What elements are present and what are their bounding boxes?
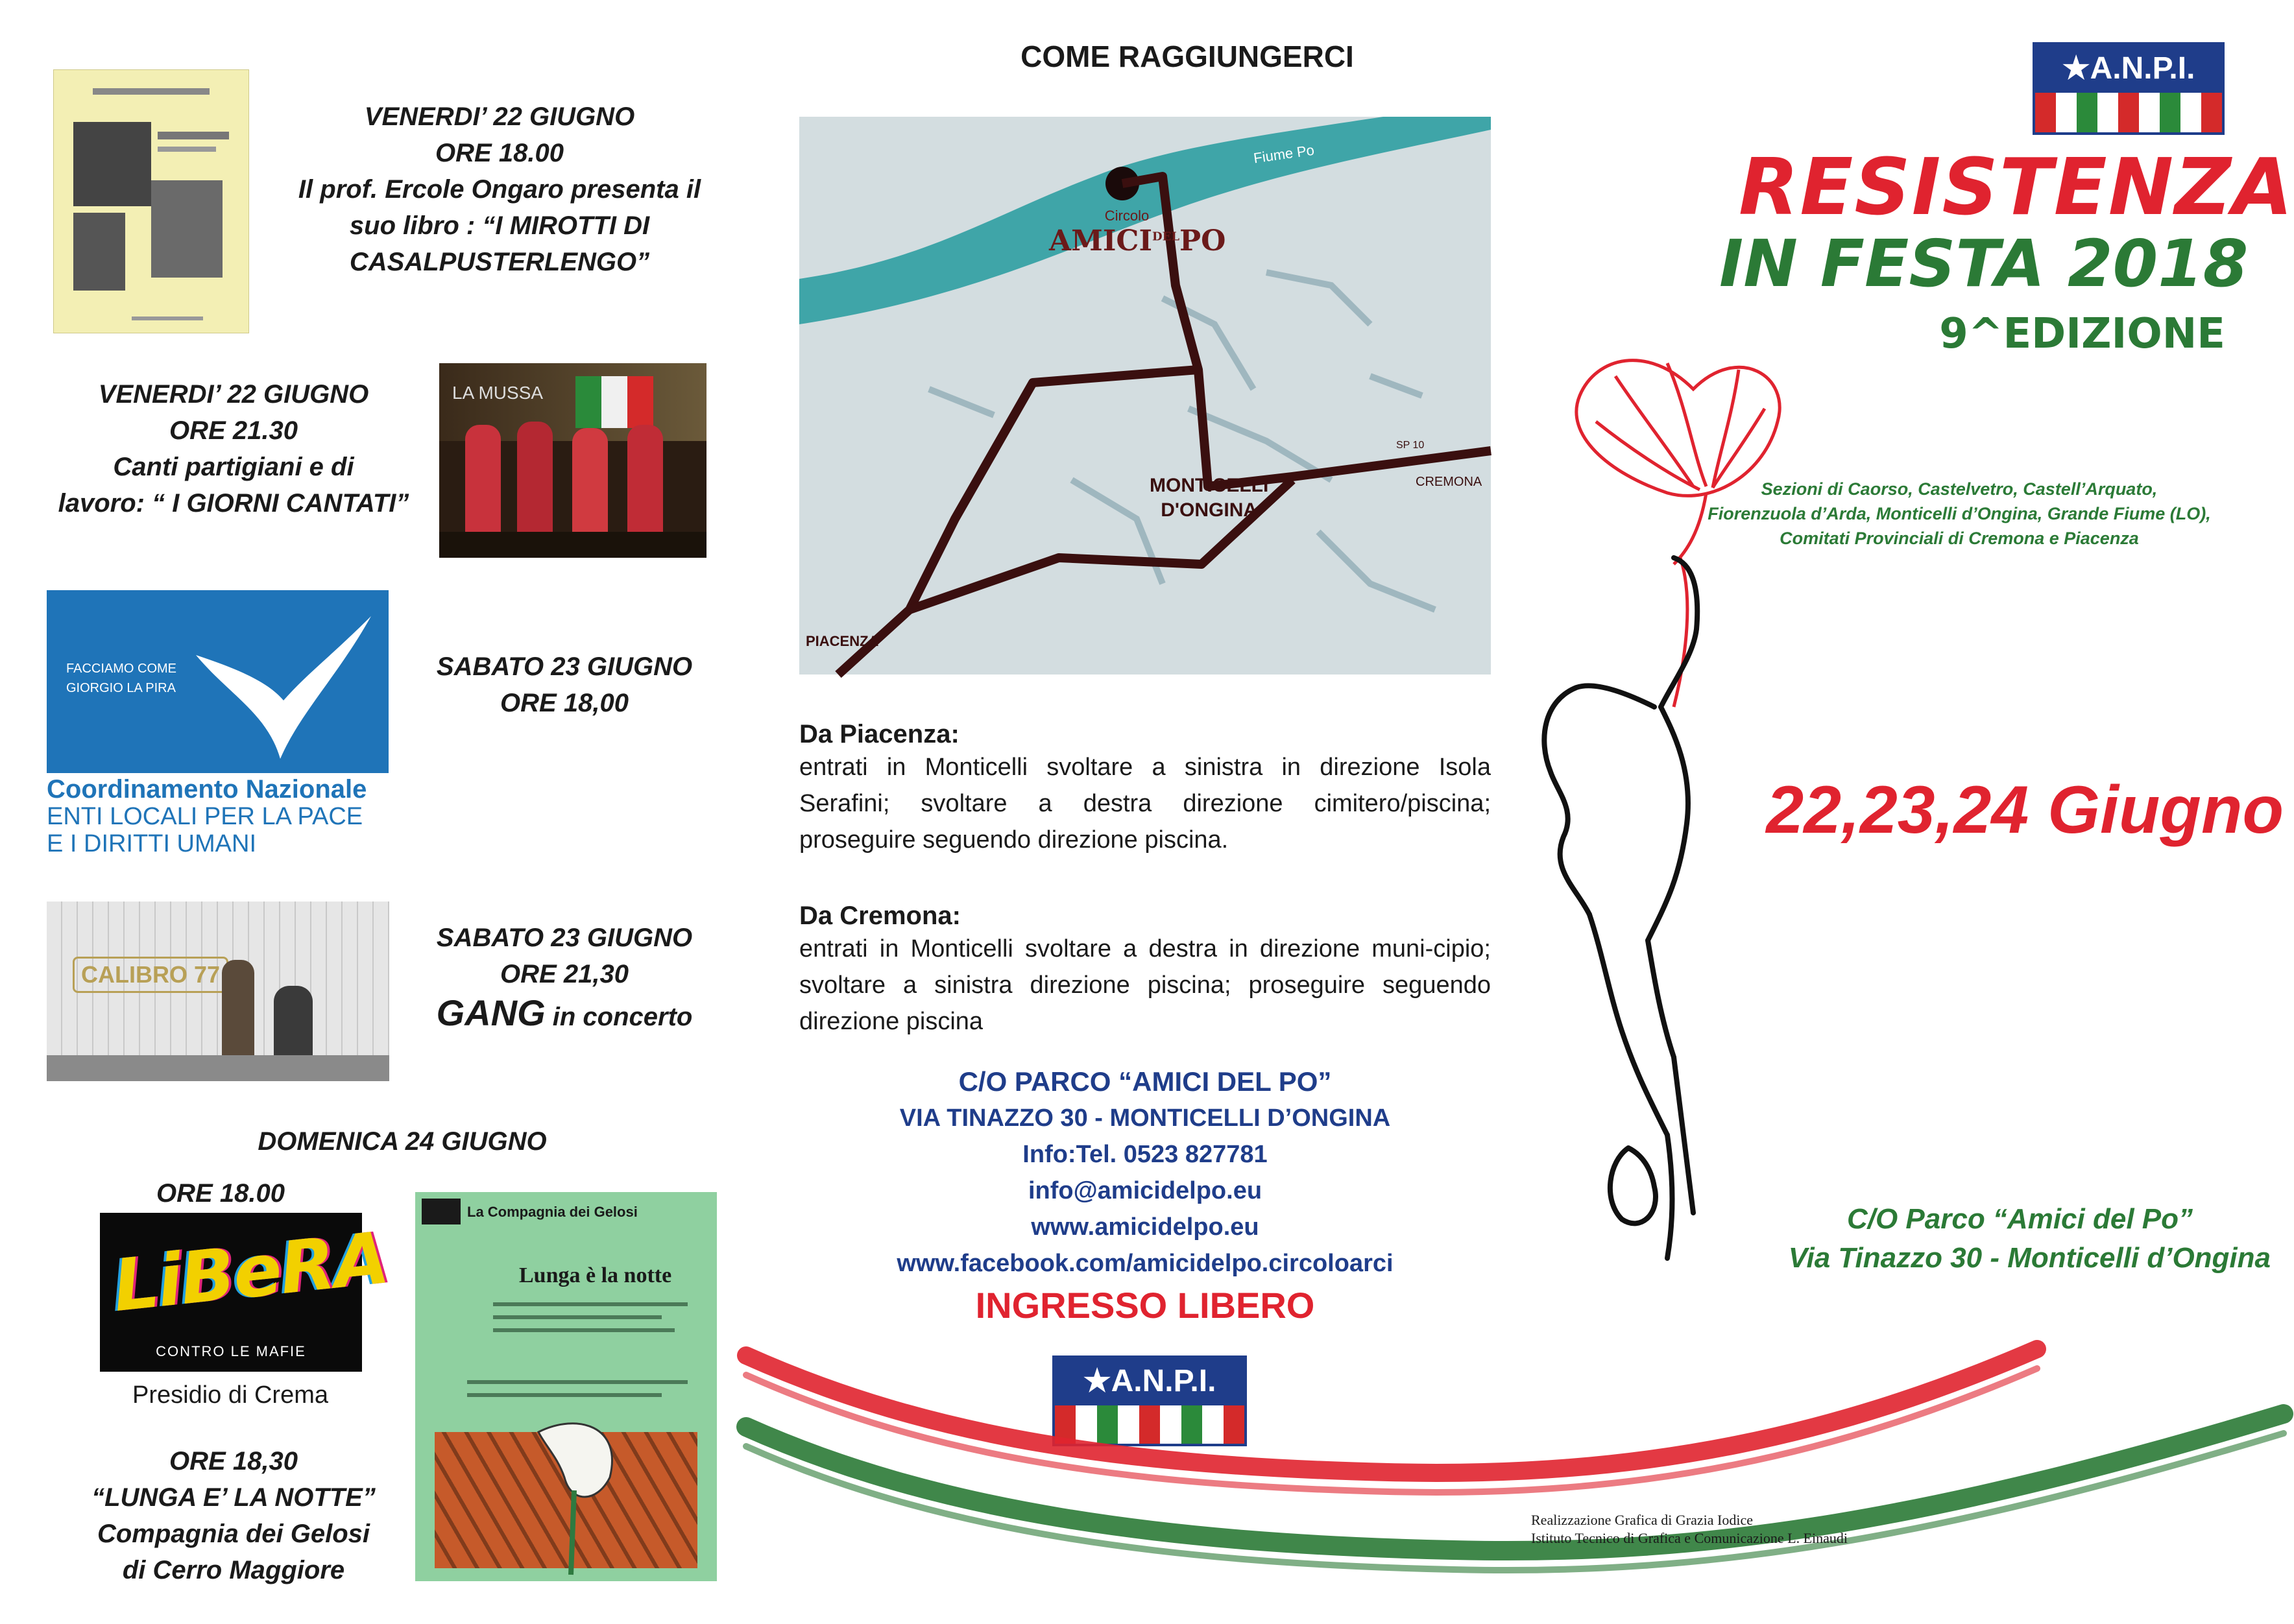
contact-venue: C/O PARCO “AMICI DEL PO” (958, 1066, 1332, 1097)
contact-facebook[interactable]: www.facebook.com/amicidelpo.circoloarci (897, 1250, 1394, 1277)
map-label-cremona: CREMONA (1416, 475, 1482, 489)
map-roads (799, 117, 1491, 675)
festival-edition: 9^EDIZIONE (1939, 310, 2225, 358)
singers-photo-sign: LA MUSSA (452, 383, 544, 403)
contact-block (799, 1064, 1491, 1282)
event4-concert: in concerto (545, 1003, 693, 1031)
event5-day: DOMENICA 24 GIUGNO (258, 1127, 547, 1156)
directions-heading: COME RAGGIUNGERCI (1020, 40, 1354, 73)
event1-desc-line3: CASALPUSTERLENGO” (349, 248, 650, 276)
event3-text (415, 649, 714, 721)
event1-day: VENERDI’ 22 GIUGNO (364, 102, 635, 131)
location-map[interactable] (799, 117, 1491, 675)
map-label-town2: D'ONGINA (1161, 499, 1258, 521)
contact-address: VIA TINAZZO 30 - MONTICELLI D’ONGINA (899, 1105, 1391, 1132)
festival-title-line1: RESISTENZA (1739, 143, 2294, 233)
map-label-circolo-text: Circolo (1104, 208, 1150, 224)
anpi-logo-top-flag (2035, 93, 2222, 132)
coordinamento-logo-sub1: FACCIAMO COME (66, 662, 177, 676)
book-cover-image (53, 69, 249, 333)
map-label-town (1150, 473, 1268, 523)
coordinamento-logo-line3: E I DIRITTI UMANI (47, 830, 256, 857)
event1-desc-line1: Il prof. Ercole Ongaro presenta il (298, 175, 701, 204)
event4-gang: GANG (436, 992, 546, 1033)
cremona-text: entrati in Monticelli svoltare a destra in direzione muni-cipio; svoltare a sinistra direzione piscina; proseguire seguendo direzione piscina (799, 935, 1491, 1035)
map-label-sp10: SP 10 (1396, 440, 1425, 451)
map-label-town1: MONTICELLI (1150, 475, 1269, 496)
event2-desc-line2: lavoro: “ I GIORNI CANTATI” (58, 489, 409, 518)
event5-title: “LUNGA E’ LA NOTTE” (91, 1483, 376, 1512)
event3-time: ORE 18,00 (500, 689, 629, 717)
credits (1531, 1511, 1985, 1547)
dove-icon (176, 603, 384, 772)
directions-piacenza (799, 720, 1491, 858)
event2-text (26, 376, 441, 521)
gang-photo (47, 902, 389, 1081)
poster-company: La Compagnia dei Gelosi (467, 1204, 638, 1220)
libera-logo-sub: CONTRO LE MAFIE (156, 1343, 306, 1359)
tricolor-swoosh (740, 1271, 2291, 1595)
map-label-river: Fiume Po (1252, 141, 1316, 167)
event1-time: ORE 18.00 (435, 139, 564, 167)
event4-day: SABATO 23 GIUGNO (436, 924, 693, 952)
festival-title-line2: IN FESTA 2018 (1719, 226, 2249, 302)
contact-website[interactable]: www.amicidelpo.eu (1031, 1213, 1259, 1241)
coordinamento-logo-sub2: GIORGIO LA PIRA (66, 681, 176, 695)
piacenza-title: Da Piacenza: (799, 720, 960, 748)
map-label-amici: AMICI (1049, 224, 1153, 257)
event2-desc-line1: Canti partigiani e di (113, 453, 354, 481)
map-label-amici-del-po (1049, 224, 1226, 257)
map-label-circolo (1049, 208, 1226, 257)
gang-photo-sign: CALIBRO 77 (73, 957, 228, 993)
venue-line1: C/O Parco “Amici del Po” (1846, 1203, 2193, 1235)
map-label-del: DEL (1152, 230, 1180, 244)
event4-time: ORE 21,30 (500, 960, 629, 988)
coordinamento-logo-line2: ENTI LOCALI PER LA PACE (47, 803, 363, 830)
credits-line2: Istituto Tecnico di Grafica e Comunicazione L. Einaudi (1531, 1530, 1848, 1546)
event2-time: ORE 21.30 (169, 416, 298, 445)
calla-lily-icon (513, 1406, 629, 1575)
festival-dates: 22,23,24 Giugno (1766, 772, 2284, 848)
credits-line1: Realizzazione Grafica di Grazia Iodice (1531, 1512, 1754, 1528)
contact-email[interactable]: info@amicidelpo.eu (1028, 1177, 1262, 1204)
venue-line2: Via Tinazzo 30 - Monticelli d’Ongina (1788, 1242, 2271, 1274)
event5-presidio: Presidio di Crema (132, 1381, 328, 1409)
directions-cremona (799, 902, 1491, 1040)
map-label-po: PO (1179, 224, 1226, 257)
event4-text (415, 920, 714, 1035)
organizers-line2: Fiorenzuola d’Arda, Monticelli d’Ongina, Grande Fiume (LO), (1708, 504, 2211, 523)
event4-desc (415, 992, 714, 1035)
event5-text (65, 1443, 402, 1588)
libera-logo-text: LiBeRA (109, 1216, 392, 1328)
event3-day: SABATO 23 GIUGNO (436, 652, 693, 681)
venue (1687, 1200, 2271, 1278)
lunga-poster (415, 1192, 717, 1581)
event1-desc-line2: suo libro : “I MIROTTI DI (349, 211, 650, 240)
anpi-logo-top-text: ★A.N.P.I. (2035, 45, 2222, 93)
map-label-piacenza: PIACENZA (806, 633, 879, 649)
singers-photo (439, 363, 706, 558)
free-entry: INGRESSO LIBERO (975, 1285, 1315, 1326)
contact-phone: Info:Tel. 0523 827781 (1022, 1141, 1268, 1168)
cremona-title: Da Cremona: (799, 902, 961, 930)
event1-text (285, 99, 714, 280)
event5-time1: ORE 18.00 (156, 1179, 285, 1208)
event2-day: VENERDI’ 22 GIUGNO (98, 380, 369, 409)
event5-company: Compagnia dei Gelosi (97, 1520, 370, 1548)
event5-city: di Cerro Maggiore (122, 1556, 345, 1584)
anpi-logo-middle-text: ★A.N.P.I. (1055, 1358, 1244, 1405)
coordinamento-logo-line1: Coordinamento Nazionale (47, 775, 367, 804)
anpi-logo-top (2033, 42, 2225, 135)
piacenza-text: entrati in Monticelli svoltare a sinistra in direzione Isola Serafini; svoltare a destra direzione cimitero/piscina; proseguire seguendo direzione piscina. (799, 754, 1491, 854)
organizers-line1: Sezioni di Caorso, Castelvetro, Castell’Arquato, (1761, 479, 2158, 499)
libera-logo (100, 1213, 392, 1372)
coordinamento-logo (47, 590, 389, 856)
organizers-line3: Comitati Provinciali di Cremona e Piacenza (1780, 529, 2139, 548)
poster-title: Lunga è la notte (519, 1263, 672, 1287)
event5-time2: ORE 18,30 (169, 1447, 298, 1475)
